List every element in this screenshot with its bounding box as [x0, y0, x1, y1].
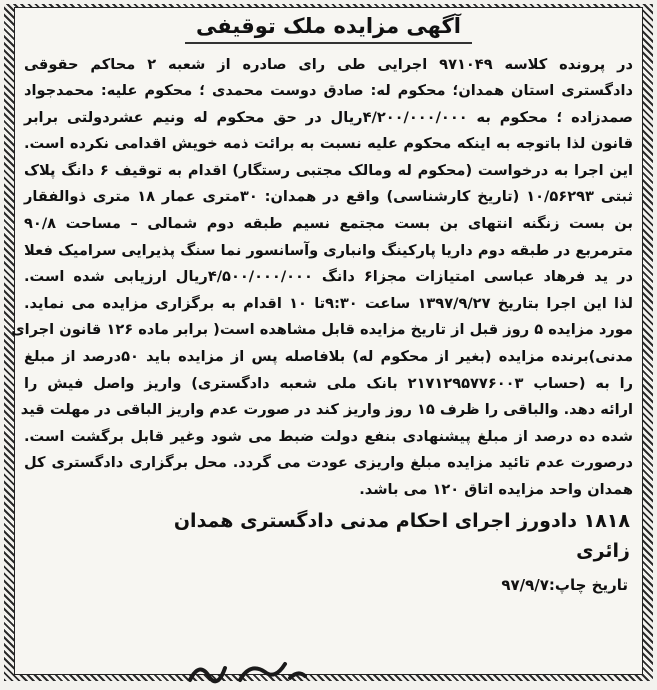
signature-block [15, 504, 642, 566]
body-line: درصورت عدم تائید مزایده مبلغ واریزی عودت می گردد. محل برگزاری دادگستری کل [24, 454, 633, 472]
body-line: را به (حساب ۲۱۷۱۲۹۵۷۷۶۰۰۳ بانک ملی شعبه دادگستری) واریز واصل فیش را [24, 374, 633, 392]
body-line: همدان واحد مزایده اتاق ۱۲۰ می باشد. [359, 481, 633, 498]
body-line: در ید فرهاد عباسی امتیازات مجزا۶ دانگ ۴/۵۰۰/۰۰۰/۰۰۰ریال ارزیابی شده است. [24, 268, 633, 286]
body-line: مورد مزایده ۵ روز قبل از تاریخ مزایده قابل مشاهده است( برابر ماده ۱۲۶ قانون اجرای [11, 321, 633, 339]
title-underline [185, 42, 472, 44]
body-line: مترمربع در طبقه دوم داریا پارکینگ وانباری وآسانسور نما سنگ پذیرایی سرامیک فعلا [24, 241, 633, 259]
notice-body [11, 52, 642, 504]
body-line: بن بست زنگنه انتهای بن بست مجتمع نسیم طبقه دوم شمالی – مساحت ۹۰/۸ [24, 215, 633, 233]
body-line: ثبتی ۱۰/۵۶۲۹۳ (تاریخ کارشناسی) واقع در همدان: ۳۰متری عمار ۱۸ متری ذوالفقار [24, 188, 633, 206]
body-line: در پرونده کلاسه ۹۷۱۰۴۹ اجرایی طی رای صادره از شعبه ۲ محاکم حقوقی [24, 55, 634, 73]
body-line: این اجرا به درخواست (محکوم له ومالک مجتبی رستگار) اقدام به توقیف ۶ دانگ پلاک [24, 161, 633, 179]
notice-title: آگهی مزایده ملک توقیفی [196, 14, 461, 38]
body-line: قانون لذا باتوجه به اینکه محکوم علیه نسبت به برائت ذمه خویش اقدامی نکرده است. [24, 135, 633, 153]
body-line: صمدزاده ؛ محکوم به ۴/۲۰۰/۰۰۰/۰۰۰ریال در حق محکوم له ونیم عشردولتی برابر [24, 108, 633, 126]
signature-title: ۱۸۱۸ دادورز اجرای احکام مدنی دادگستری همدان [173, 509, 630, 532]
auction-notice [11, 7, 643, 675]
body-line: مدنی)برنده مزایده (بغیر از محکوم له) بلافاصله پس از مزایده باید ۵۰درصد از مبلغ [24, 348, 633, 366]
body-line: ارائه دهد. والباقی را ظرف ۱۵ روز واریز کند در صورت عدم واریز الباقی در مهلت قید [20, 401, 633, 419]
hatched-border-frame [4, 4, 653, 681]
signature-name: زائری [576, 539, 630, 562]
print-date: تاریخ چاپ:۹۷/۹/۷ [501, 575, 628, 594]
body-line: لذا این اجرا بتاریخ ۱۳۹۷/۹/۲۷ ساعت ۹:۳۰تا ۱۰ اقدام به برگزاری مزایده می نماید. [24, 294, 633, 312]
body-line: دادگستری استان همدان؛ محکوم له: صادق دوست محمدی ؛ محکوم علیه: محمدجواد [24, 82, 633, 100]
body-line: شده ده درصد از مبلغ پیشنهادی بنفع دولت ضبط می شود وغیر قابل برگشت است. [24, 427, 633, 445]
